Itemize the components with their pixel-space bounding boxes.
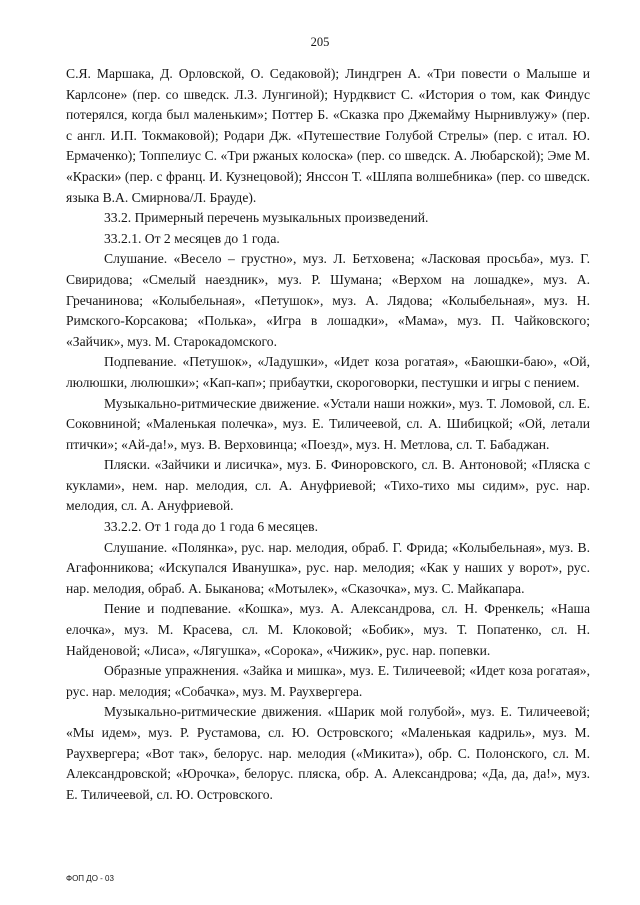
footer-label: ФОП ДО - 03 xyxy=(66,874,114,883)
subsection-heading-1-year-1-5-years: 33.2.2. От 1 года до 1 года 6 месяцев. xyxy=(104,519,319,535)
paragraph-singing-along: Подпевание. «Петушок», «Ладушки», «Идет коза рогатая», «Баюшки-баю», «Ой, люлюшки, люлюшки»; «Кап-кап»; прибаутки, скороговорки, пестушки и игры с пением. xyxy=(66,354,590,390)
paragraph-listening: Слушание. «Весело – грустно», муз. Л. Бетховена; «Ласковая просьба», муз. Г. Свиридова; «Смелый наездник», муз. Р. Шумана; «Верхом на лошадке», муз. А. Гречанинова; «Колыбельная», «Петушок», муз. А. Лядова; «Колыбельная», муз. Н. Римского-Корсакова; «Полька», «Игра в лошадки», «Мама», муз. П. Чайковского; «Зайчик», муз. М. Старокадомского. xyxy=(66,251,590,349)
body-text xyxy=(66,64,590,805)
page-number: 205 xyxy=(310,35,330,49)
paragraph-figurative-exercises: Образные упражнения. «Зайка и мишка», муз. Е. Тиличеевой; «Идет коза рогатая», рус. нар. мелодия; «Собачка», муз. М. Раухвергера. xyxy=(66,663,590,699)
paragraph-singing: Пение и подпевание. «Кошка», муз. А. Александрова, сл. Н. Френкель; «Наша елочка», муз. М. Красева, сл. М. Клоковой; «Бобик», муз. Т. Попатенко, сл. Н. Найденовой; «Лиса», «Лягушка», «Сорока», «Чижик», рус. нар. попевки. xyxy=(66,601,590,658)
paragraph-rhythmic-movement: Музыкально-ритмические движение. «Устали наши ножки», муз. Т. Ломовой, сл. Е. Соковниной; «Маленькая полечка», муз. Е. Тиличеевой, сл. А. Шибицкой; «Ой, летали птички»; «Ай-да!», муз. В. Верховинца; «Поезд», муз. Н. Метлова, сл. Т. Бабаджан. xyxy=(66,395,590,452)
paragraph-listening-2: Слушание. «Полянка», рус. нар. мелодия, обраб. Г. Фрида; «Колыбельная», муз. В. Агафонникова; «Искупался Иванушка», рус. нар. мелодия; «Как у наших у ворот», рус. нар. мелодия, обраб. А. Быканова; «Мотылек», «Сказочка», муз. С. Майкапара. xyxy=(66,539,590,596)
subsection-heading-2-months-1-year: 33.2.1. От 2 месяцев до 1 года. xyxy=(104,230,280,246)
section-heading-music-list: 33.2. Примерный перечень музыкальных произведений. xyxy=(104,210,429,226)
paragraph-rhythmic-movements-2: Музыкально-ритмические движения. «Шарик мой голубой», муз. Е. Тиличеевой; «Мы идем», муз. Р. Рустамова, сл. Ю. Островского; «Маленькая кадриль», муз. М. Раухвергера; «Вот так», белорус. нар. мелодия («Микита»), обр. С. Полонского, сл. М. Александровской; «Юрочка», белорус. пляска, обр. А. Александрова; «Да, да, да!», муз. Е. Тиличеевой, сл. Ю. Островского. xyxy=(66,704,590,802)
paragraph-dances: Пляски. «Зайчики и лисичка», муз. Б. Финоровского, сл. В. Антоновой; «Пляска с куклами», нем. нар. мелодия, сл. А. Ануфриевой; «Тихо-тихо мы сидим», рус. нар. мелодия, сл. А. Ануфриевой. xyxy=(66,457,590,514)
paragraph-literature-continuation: С.Я. Маршака, Д. Орловской, О. Седаковой); Линдгрен А. «Три повести о Малыше и Карлсоне» (пер. со шведск. Л.З. Лунгиной); Нурдквист С. «История о том, как Финдус потерялся, когда был маленьким»; Поттер Б. «Сказка про Джемайму Нырнивлужу» (пер. с англ. И.П. Токмаковой); Родари Дж. «Путешествие Голубой Стрелы» (пер. с итал. Ю. Ермаченко); Топпелиус С. «Три ржаных колоска» (пер. со шведск. А. Любарской); Эме М. «Краски» (пер. с франц. И. Кузнецовой); Янссон Т. «Шляпа волшебника» (пер. со шведск. языка В.А. Смирнова/Л. Брауде). xyxy=(66,66,590,205)
